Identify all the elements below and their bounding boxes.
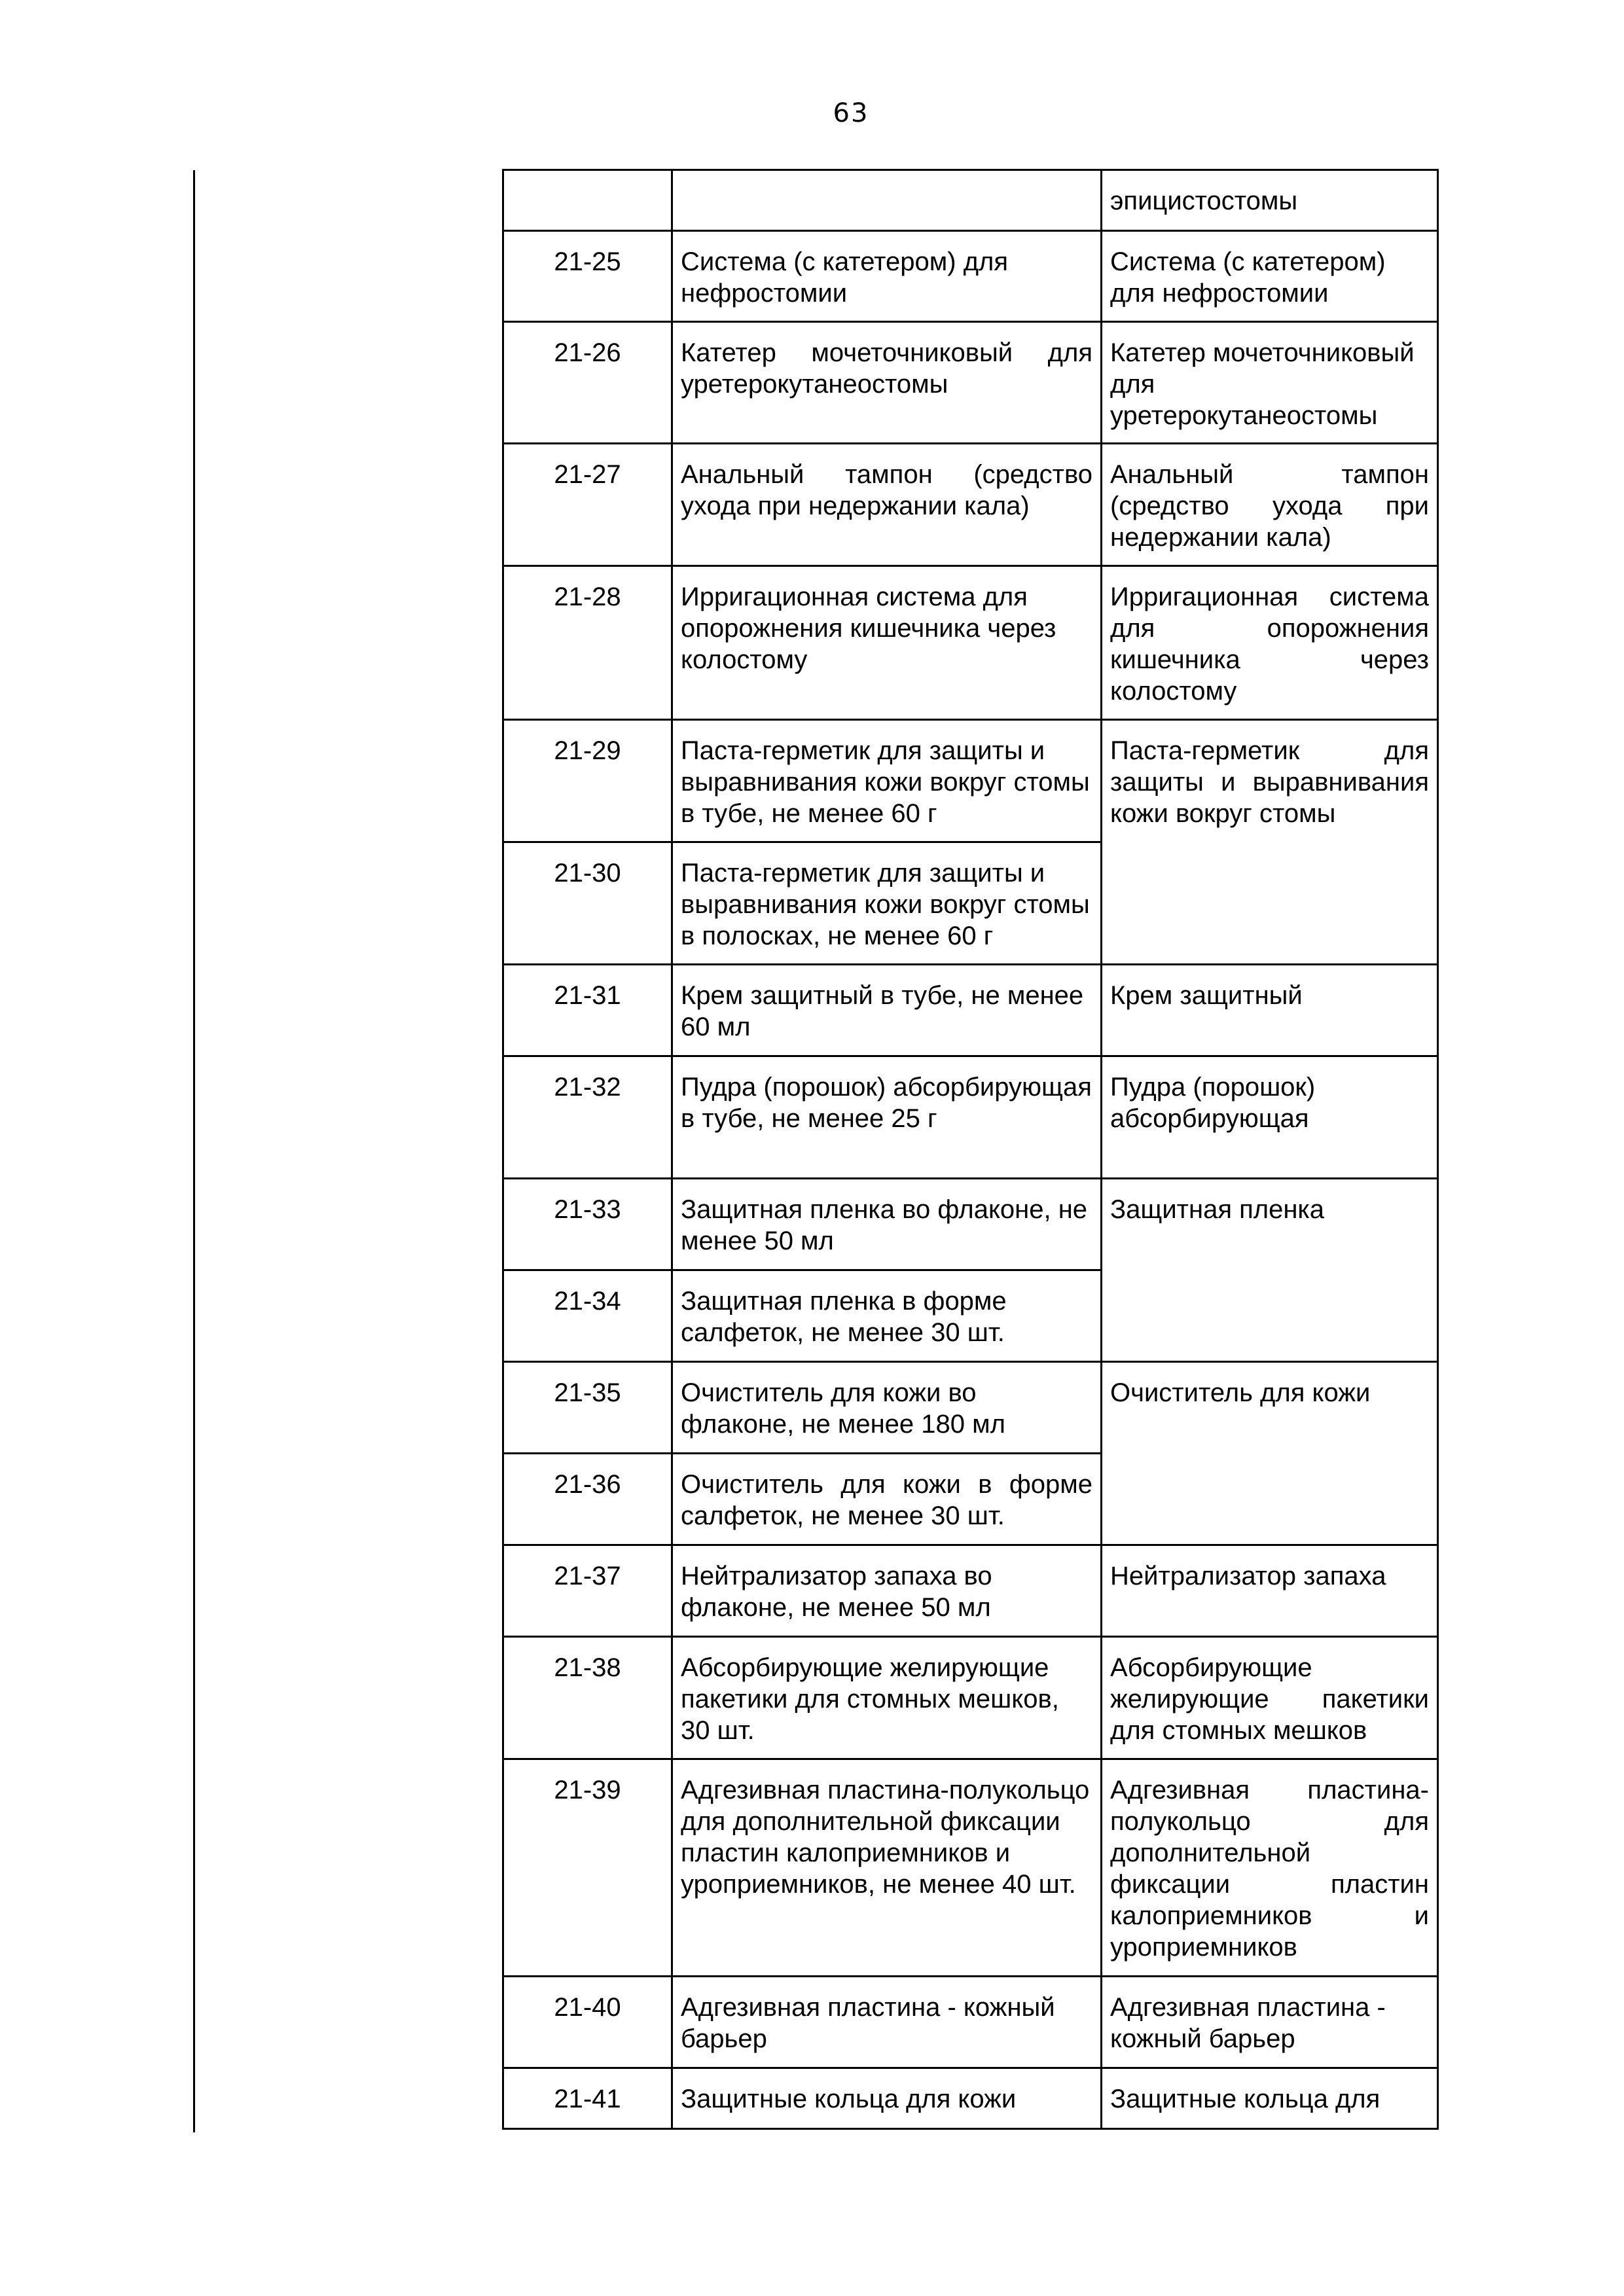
code-cell: 21-25	[503, 231, 672, 322]
type-cell: эпицистостомы	[1102, 170, 1438, 231]
type-cell: Абсорбирующие желирующие пакетики для стомных мешков	[1102, 1637, 1438, 1759]
type-cell: Защитные кольца для	[1102, 2068, 1438, 2129]
name-cell: Анальный тампон (средство ухода при недержании кала)	[672, 444, 1102, 566]
table-row	[503, 231, 1438, 322]
code-cell: 21-27	[503, 444, 672, 566]
name-cell: Крем защитный в тубе, не менее 60 мл	[672, 965, 1102, 1056]
table-row	[503, 1977, 1438, 2068]
table-row	[503, 965, 1438, 1056]
name-cell: Катетер мочеточниковый для уретерокутанеостомы	[672, 322, 1102, 444]
type-cell: Адгезивная пластина-полукольцо для дополнительной фиксации пластин калоприемников и уроприемников	[1102, 1759, 1438, 1977]
code-cell: 21-38	[503, 1637, 672, 1759]
name-cell: Защитная пленка в форме салфеток, не менее 30 шт.	[672, 1270, 1102, 1362]
table-row	[503, 444, 1438, 566]
name-cell: Очиститель для кожи во флаконе, не менее 180 мл	[672, 1362, 1102, 1454]
name-cell: Очиститель для кожи в форме салфеток, не менее 30 шт.	[672, 1454, 1102, 1545]
type-cell: Ирригационная система для опорожнения кишечника через колостому	[1102, 566, 1438, 720]
type-cell: Нейтрализатор запаха	[1102, 1545, 1438, 1637]
name-cell: Паста-герметик для защиты и выравнивания кожи вокруг стомы в тубе, не менее 60 г	[672, 720, 1102, 842]
table-row	[503, 1362, 1438, 1454]
type-cell: Адгезивная пластина - кожный барьер	[1102, 1977, 1438, 2068]
code-cell: 21-37	[503, 1545, 672, 1637]
name-cell: Адгезивная пластина-полукольцо для дополнительной фиксации пластин калоприемников и уроприемников, не менее 40 шт.	[672, 1759, 1102, 1977]
name-cell: Пудра (порошок) абсорбирующая в тубе, не менее 25 г	[672, 1056, 1102, 1179]
name-cell: Защитные кольца для кожи	[672, 2068, 1102, 2129]
type-cell: Система (с катетером) для нефростомии	[1102, 231, 1438, 322]
type-cell: Катетер мочеточниковый для уретерокутанеостомы	[1102, 322, 1438, 444]
code-cell: 21-28	[503, 566, 672, 720]
code-cell: 21-31	[503, 965, 672, 1056]
name-cell	[672, 170, 1102, 231]
name-cell: Паста-герметик для защиты и выравнивания кожи вокруг стомы в полосках, не менее 60 г	[672, 842, 1102, 965]
code-cell: 21-41	[503, 2068, 672, 2129]
code-cell: 21-29	[503, 720, 672, 842]
code-cell: 21-33	[503, 1179, 672, 1270]
name-cell: Нейтрализатор запаха во флаконе, не менее 50 мл	[672, 1545, 1102, 1637]
name-cell: Система (с катетером) для нефростомии	[672, 231, 1102, 322]
type-cell: Защитная пленка	[1102, 1179, 1438, 1362]
name-cell: Защитная пленка во флаконе, не менее 50 мл	[672, 1179, 1102, 1270]
type-cell: Анальный тампон (средство ухода при недержании кала)	[1102, 444, 1438, 566]
type-cell: Крем защитный	[1102, 965, 1438, 1056]
table-row	[503, 1637, 1438, 1759]
code-cell: 21-26	[503, 322, 672, 444]
table-row	[503, 720, 1438, 842]
code-cell: 21-32	[503, 1056, 672, 1179]
table-row	[503, 170, 1438, 231]
code-cell: 21-30	[503, 842, 672, 965]
code-cell: 21-40	[503, 1977, 672, 2068]
code-cell: 21-34	[503, 1270, 672, 1362]
name-cell: Ирригационная система для опорожнения кишечника через колостому	[672, 566, 1102, 720]
page-number: 63	[833, 98, 869, 128]
name-cell: Адгезивная пластина - кожный барьер	[672, 1977, 1102, 2068]
table-row	[503, 322, 1438, 444]
code-cell: 21-35	[503, 1362, 672, 1454]
table-row	[503, 1759, 1438, 1977]
type-cell: Пудра (порошок) абсорбирующая	[1102, 1056, 1438, 1179]
margin-line	[193, 170, 195, 2132]
table-row	[503, 1545, 1438, 1637]
code-cell	[503, 170, 672, 231]
products-table	[502, 169, 1439, 2130]
table-row	[503, 566, 1438, 720]
code-cell: 21-39	[503, 1759, 672, 1977]
name-cell: Абсорбирующие желирующие пакетики для стомных мешков, 30 шт.	[672, 1637, 1102, 1759]
table-row	[503, 2068, 1438, 2129]
type-cell: Паста-герметик для защиты и выравнивания кожи вокруг стомы	[1102, 720, 1438, 965]
type-cell: Очиститель для кожи	[1102, 1362, 1438, 1545]
table-row	[503, 1056, 1438, 1179]
table-row	[503, 1179, 1438, 1270]
code-cell: 21-36	[503, 1454, 672, 1545]
